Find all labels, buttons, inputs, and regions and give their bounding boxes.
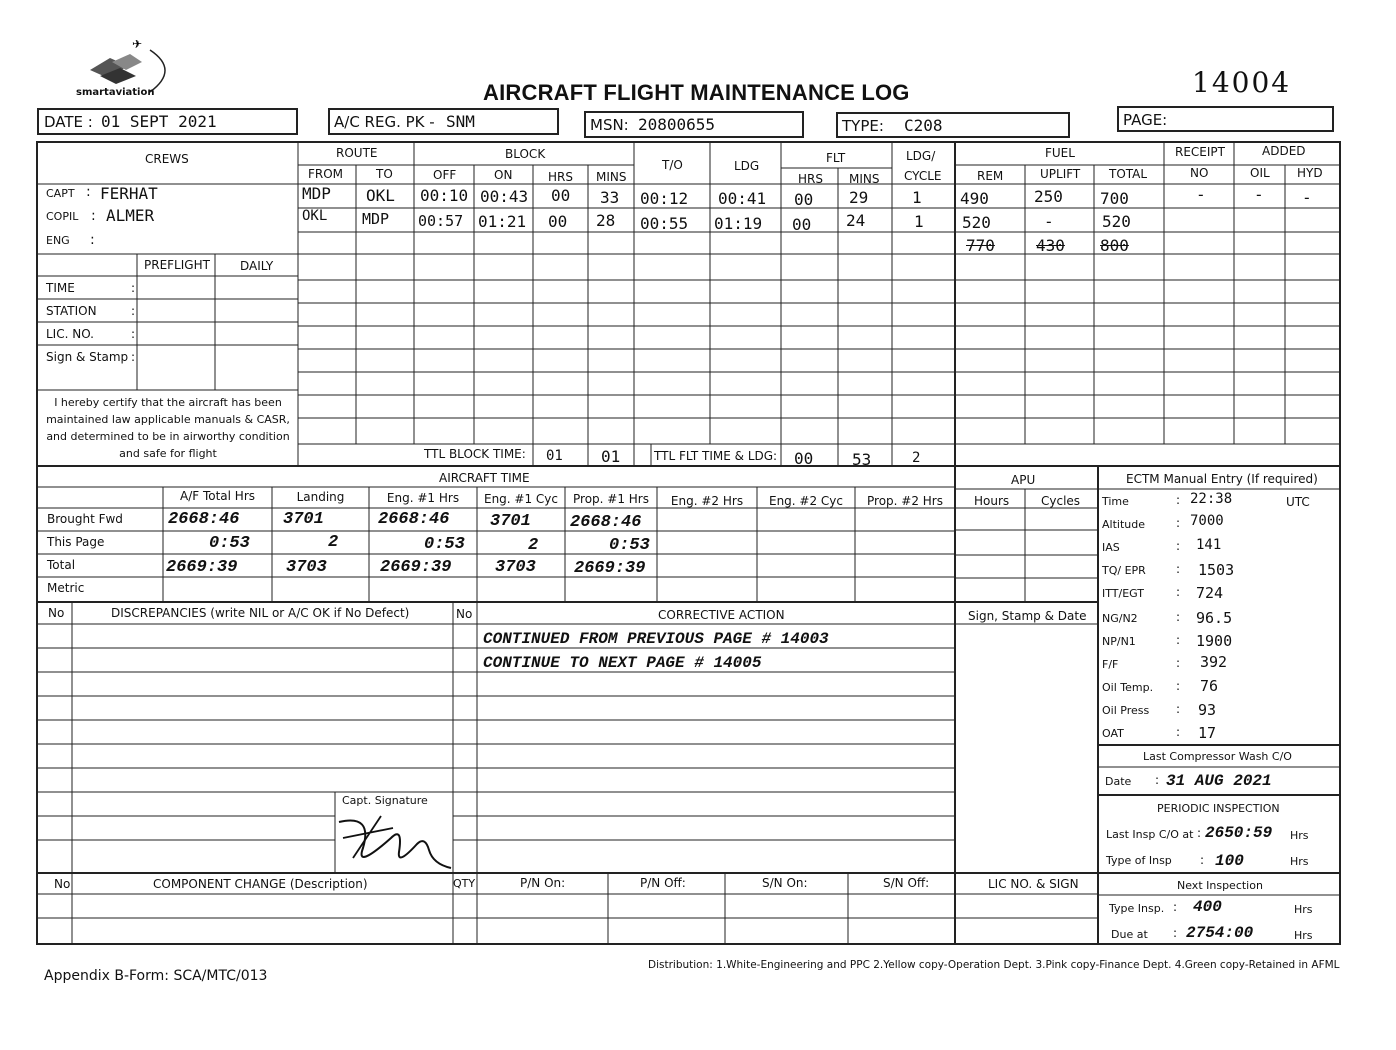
flt-hrs-header: HRS — [798, 172, 823, 186]
ectm-utc: UTC — [1286, 495, 1310, 509]
corrective-header: CORRECTIVE ACTION — [658, 608, 785, 622]
date-value: 01 SEPT 2021 — [101, 112, 217, 131]
at-row-this-page: This Page — [47, 535, 105, 549]
row2-ldg: 01:19 — [714, 214, 763, 233]
ttl-flt-hrs: 00 — [794, 449, 814, 468]
row1-ldg: 00:41 — [718, 189, 767, 208]
at-header-prop2-hrs: Prop. #2 Hrs — [867, 494, 943, 508]
row1-flt-hrs: 00 — [794, 190, 814, 209]
row2-from: OKL — [302, 208, 328, 224]
bf-af: 2668:46 — [168, 510, 240, 529]
svg-text:✈: ✈ — [132, 40, 143, 51]
ectm-label: F/F — [1102, 658, 1119, 671]
row1-to-time: 00:12 — [640, 189, 689, 208]
ectm-label: Time — [1102, 495, 1129, 508]
ectm-value: 96.5 — [1196, 609, 1233, 627]
ectm-value: 22:38 — [1190, 491, 1233, 507]
ectm-label: IAS — [1102, 541, 1120, 554]
date-label: DATE : — [44, 113, 93, 131]
on-header: ON — [494, 168, 513, 182]
ttl-flt-label: TTL FLT TIME & LDG: — [654, 449, 778, 463]
appendix-text: Appendix B-Form: SCA/MTC/013 — [44, 968, 268, 984]
next-type-value: 400 — [1193, 898, 1222, 916]
row1-uplift: 250 — [1034, 187, 1063, 206]
row1-hyd: - — [1302, 188, 1312, 207]
at-header-eng2-cyc: Eng. #2 Cyc — [768, 494, 843, 508]
at-header-landing: Landing — [296, 490, 345, 504]
hrs-header: HRS — [548, 170, 573, 184]
crews-header: CREWS — [145, 152, 189, 166]
due-label: Due at — [1111, 928, 1148, 941]
ectm-title: ECTM Manual Entry (If required) — [1126, 472, 1318, 486]
ectm-value: 1503 — [1198, 561, 1235, 579]
ectm-label: Oil Temp. — [1102, 681, 1154, 694]
ectm-value: 724 — [1196, 584, 1224, 602]
ectm-value: 7000 — [1190, 513, 1224, 529]
ttl-block-label: TTL BLOCK TIME: — [424, 447, 526, 461]
ectm-label: NG/N2 — [1102, 612, 1138, 625]
at-header-eng1-hrs: Eng. #1 Hrs — [386, 491, 460, 505]
bf-prop1-hrs: 2668:46 — [570, 513, 642, 532]
at-row-brought-fwd: Brought Fwd — [47, 512, 123, 526]
row2-to: MDP — [362, 210, 390, 228]
ectm-value: 141 — [1196, 537, 1222, 553]
apu-title: APU — [1011, 473, 1036, 487]
log-number: 14004 — [1192, 66, 1292, 99]
receipt-header: RECEIPT — [1175, 145, 1225, 159]
compressor-date-label: Date — [1105, 775, 1132, 788]
at-header-eng1-cyc: Eng. #1 Cyc — [483, 492, 558, 506]
oil-header: OIL — [1250, 166, 1270, 180]
ttl-ldg: 2 — [912, 450, 921, 466]
row1-cycle: 1 — [912, 188, 922, 207]
uplift-header: UPLIFT — [1040, 167, 1081, 181]
hyd-header: HYD — [1297, 166, 1323, 180]
row2-to-time: 00:55 — [640, 214, 689, 233]
compressor-title: Last Compressor Wash C/O — [1143, 750, 1292, 763]
off-header: OFF — [433, 168, 457, 182]
lic-label: LIC. NO. — [46, 327, 94, 341]
row2-total: 520 — [1102, 212, 1131, 231]
tot-eng1-cyc: 3703 — [495, 558, 536, 577]
ectm-label: ITT/EGT — [1102, 587, 1144, 600]
comp-pn-on-header: P/N On: — [520, 876, 566, 890]
tp-prop1-hrs: 0:53 — [609, 536, 650, 555]
flt-mins-header: MINS — [849, 172, 880, 186]
at-header-prop1-hrs: Prop. #1 Hrs — [573, 492, 649, 506]
comp-sn-on-header: S/N On: — [762, 876, 808, 890]
route-header: ROUTE — [336, 146, 378, 160]
last-insp-hrs: Hrs — [1290, 829, 1309, 842]
type-insp-value: 100 — [1215, 852, 1244, 870]
corrective-line-2: CONTINUE TO NEXT PAGE # 14005 — [483, 654, 762, 672]
ldg-cycle-header-1: LDG/ — [906, 149, 936, 163]
page-title: AIRCRAFT FLIGHT MAINTENANCE LOG — [483, 80, 910, 105]
struck-uplift: 430 — [1036, 236, 1065, 255]
row2-mins: 28 — [596, 211, 616, 230]
row1-mins: 33 — [600, 188, 620, 207]
row1-on: 00:43 — [480, 187, 529, 206]
comp-sn-off-header: S/N Off: — [883, 876, 930, 890]
ldg-header: LDG — [734, 159, 760, 173]
comp-desc-header: COMPONENT CHANGE (Description) — [153, 877, 368, 891]
capt-signature-label: Capt. Signature — [342, 794, 428, 807]
disc-no-header: No — [48, 606, 65, 620]
at-row-total: Total — [47, 558, 76, 572]
row1-oil: - — [1254, 185, 1264, 204]
row1-to: OKL — [366, 186, 395, 205]
ectm-label: Oil Press — [1102, 704, 1150, 717]
row2-rem: 520 — [962, 213, 991, 232]
captain-signature-icon — [333, 808, 463, 878]
total-header: TOTAL — [1109, 167, 1148, 181]
apu-hours: Hours — [974, 494, 1010, 508]
ectm-label: NP/N1 — [1102, 635, 1136, 648]
row2-hrs: 00 — [548, 212, 568, 231]
at-header-af: A/F Total Hrs — [179, 489, 256, 503]
block-header: BLOCK — [505, 147, 546, 161]
page-label: PAGE: — [1123, 111, 1168, 129]
row1-rem: 490 — [960, 189, 989, 208]
type-insp-label: Type of Insp — [1106, 854, 1172, 867]
acreg-label: A/C REG. PK - — [334, 113, 435, 131]
due-value: 2754:00 — [1186, 924, 1254, 942]
from-header: FROM — [308, 167, 344, 181]
preflight-header: PREFLIGHT — [144, 258, 210, 272]
ldg-cycle-header-2: CYCLE — [904, 169, 942, 183]
comp-lic-header: LIC NO. & SIGN — [988, 877, 1079, 891]
last-insp-label: Last Insp C/O at — [1106, 828, 1194, 841]
tot-landing: 3703 — [286, 558, 327, 577]
time-label: TIME — [46, 281, 75, 295]
row1-off: 00:10 — [420, 186, 469, 205]
certify-text: I hereby certify that the aircraft has been maintained law applicable manuals & CASR, and determined to be in airworthy condition and safe for flight — [46, 396, 290, 460]
ectm-label: TQ/ EPR — [1102, 564, 1146, 577]
ttl-flt-mins: 53 — [852, 450, 872, 469]
to-header: TO — [376, 167, 393, 181]
ectm-value: 93 — [1198, 701, 1217, 719]
tp-landing: 2 — [328, 533, 339, 552]
next-type-label: Type Insp. — [1109, 902, 1165, 915]
daily-header: DAILY — [240, 259, 274, 273]
struck-rem: 770 — [966, 236, 995, 255]
row2-flt-hrs: 00 — [792, 215, 812, 234]
type-value: C208 — [904, 116, 943, 135]
station-label: STATION — [46, 304, 97, 318]
ectm-value: 17 — [1198, 724, 1217, 742]
tp-eng1-hrs: 0:53 — [424, 535, 465, 554]
eng-label: ENG — [46, 234, 70, 247]
ttl-block-hrs: 01 — [546, 448, 563, 464]
type-insp-hrs: Hrs — [1290, 855, 1309, 868]
struck-total: 800 — [1100, 236, 1129, 255]
row2-on: 01:21 — [478, 212, 527, 231]
corrective-no-header: No — [456, 607, 473, 621]
rem-header: REM — [977, 169, 1004, 183]
at-row-metric: Metric — [47, 581, 85, 595]
comp-pn-off-header: P/N Off: — [640, 876, 686, 890]
acreg-value: SNM — [446, 112, 475, 131]
bf-eng1-hrs: 2668:46 — [378, 510, 450, 529]
disc-header: DISCREPANCIES (write NIL or A/C OK if No Defect) — [111, 606, 410, 620]
row2-flt-mins: 24 — [846, 211, 866, 230]
tp-af: 0:53 — [209, 534, 250, 553]
comp-qty-header: QTY — [453, 877, 476, 890]
compressor-date: 31 AUG 2021 — [1166, 772, 1272, 790]
comp-no-header: No — [54, 877, 71, 891]
flt-header: FLT — [826, 151, 846, 165]
bf-landing: 3701 — [283, 510, 324, 529]
disc-sign-header: Sign, Stamp & Date — [968, 609, 1087, 623]
logo-text: smartaviation — [76, 87, 155, 98]
ectm-value: 392 — [1200, 653, 1228, 671]
next-type-hrs: Hrs — [1294, 903, 1313, 916]
msn-label: MSN: — [590, 116, 629, 134]
aircraft-time-title: AIRCRAFT TIME — [439, 471, 530, 485]
bf-eng1-cyc: 3701 — [490, 512, 531, 531]
capt-label: CAPT — [46, 187, 75, 200]
mins-header: MINS — [596, 170, 627, 184]
corrective-line-1: CONTINUED FROM PREVIOUS PAGE # 14003 — [483, 630, 829, 648]
row2-cycle: 1 — [914, 212, 924, 231]
at-header-eng2-hrs: Eng. #2 Hrs — [670, 494, 744, 508]
distribution-text: Distribution: 1.White-Engineering and PPC 2.Yellow copy-Operation Dept. 3.Pink copy-Finance Dept. 4.Green copy-Retained in AFML — [648, 959, 1340, 971]
type-label: TYPE: — [842, 117, 884, 135]
ttl-block-mins: 01 — [601, 447, 621, 466]
fuel-header: FUEL — [1045, 146, 1075, 160]
row1-receipt: - — [1196, 185, 1206, 204]
msn-value: 20800655 — [638, 115, 716, 134]
capt-value: FERHAT — [100, 184, 158, 203]
next-insp-title: Next Inspection — [1177, 879, 1263, 892]
periodic-title: PERIODIC INSPECTION — [1157, 802, 1280, 815]
tp-eng1-cyc: 2 — [528, 536, 539, 555]
ectm-value: 76 — [1200, 677, 1219, 695]
copil-label: COPIL — [46, 210, 79, 223]
ectm-label: Altitude — [1102, 518, 1145, 531]
sign-stamp-label: Sign & Stamp — [46, 350, 129, 364]
tot-eng1-hrs: 2669:39 — [380, 558, 452, 577]
ectm-value: 1900 — [1196, 632, 1233, 650]
tot-prop1-hrs: 2669:39 — [574, 559, 646, 578]
copil-value: ALMER — [106, 206, 155, 225]
apu-cycles: Cycles — [1041, 494, 1081, 508]
row1-from: MDP — [302, 184, 331, 203]
row1-total: 700 — [1100, 189, 1129, 208]
tot-af: 2669:39 — [166, 558, 238, 577]
last-insp-value: 2650:59 — [1205, 824, 1273, 842]
ectm-label: OAT — [1102, 727, 1124, 740]
added-header: ADDED — [1262, 144, 1306, 158]
row1-hrs: 00 — [551, 186, 571, 205]
due-hrs: Hrs — [1294, 929, 1313, 942]
row2-off: 00:57 — [418, 212, 464, 230]
row2-uplift: - — [1044, 212, 1054, 231]
receipt-no-header: NO — [1190, 166, 1209, 180]
row1-flt-mins: 29 — [849, 188, 869, 207]
to-time-header: T/O — [662, 158, 683, 172]
